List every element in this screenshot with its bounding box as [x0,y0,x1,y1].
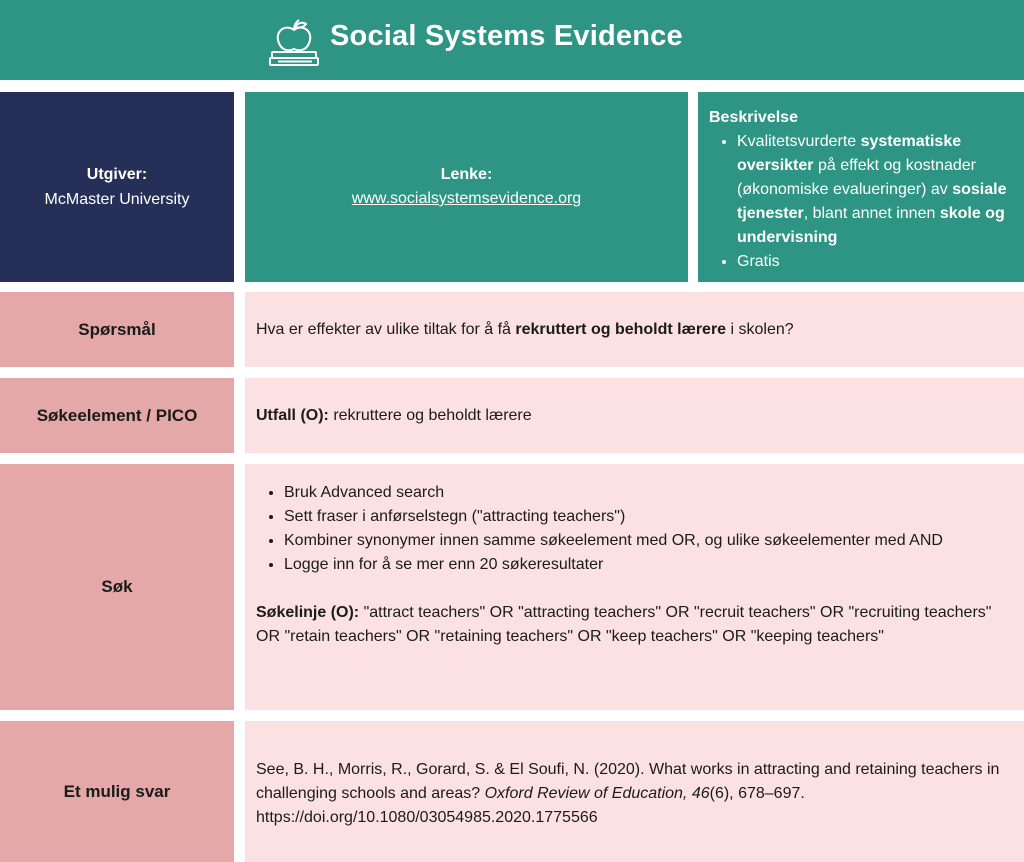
bold-text: skole og undervisning [737,205,1005,246]
bold-text: Utfall (O): [256,406,329,424]
description-box [698,92,1024,282]
italic-text: Oxford Review of Education, 46 [484,785,710,802]
list-item: • Kombiner synonymer innen samme søkeelement med OR, og ulike søkeelementer med AND [284,529,1014,553]
text: Hva er effekter av ulike tiltak for å få [256,320,516,338]
page-title: Social Systems Evidence [330,20,683,52]
bold-text: sosiale tjenester [737,181,1007,222]
bold-text: systematiske oversikter [737,133,962,174]
search-content [245,464,1024,710]
text: (6), 678–697. https://doi.org/10.1080/03054985.2020.1775566 [256,785,805,826]
text: rekruttere og beholdt lærere [328,406,532,424]
list-item: • Bruk Advanced search [284,481,1014,505]
publisher-value: McMaster University [44,191,190,208]
description-list [709,130,1014,274]
header-banner [0,0,1024,80]
text: "attract teachers" OR "attracting teachers" OR "recruit teachers" OR "recruiting teachers" OR "retain teachers" OR "retaining teachers" OR "keep teachers" OR "keeping teachers" [256,604,992,645]
answer-content [245,721,1024,862]
pico-content [245,378,1024,453]
website-link[interactable]: www.socialsystemsevidence.org [351,190,582,207]
link-label: Lenke: [440,166,493,183]
list-item: • Sett fraser i anførselstegn ("attracting teachers") [284,505,1014,529]
question-label: Spørsmål [0,292,234,367]
text: Kvalitetsvurderte [737,133,861,150]
answer-label: Et mulig svar [0,721,234,862]
search-tips-list [256,481,1014,577]
search-label: Søk [0,464,234,710]
link-box [245,92,688,282]
text: på effekt og kostnader (økonomiske evalueringer) av [737,157,976,198]
search-query [256,601,1014,649]
pico-label: Søkeelement / PICO [0,378,234,453]
bold-text: rekruttert og beholdt lærere [515,320,727,338]
text: , blant annet innen [803,205,940,222]
question-content [245,292,1024,367]
bold-text: Søkelinje (O): [256,604,360,621]
text: i skolen? [726,320,794,338]
list-item: • Logge inn for å se mer enn 20 søkeresultater [284,553,1014,577]
description-item [737,130,1014,250]
description-item: • Gratis [737,250,1014,274]
publisher-label: Utgiver: [86,166,148,183]
apple-on-books-icon [268,18,320,68]
description-heading: Beskrivelse [709,109,798,126]
text: See, B. H., Morris, R., Gorard, S. & El Soufi, N. (2020). What works in attracting and retaining teachers in challenging schools and areas? [256,761,1000,802]
publisher-box [0,92,234,282]
